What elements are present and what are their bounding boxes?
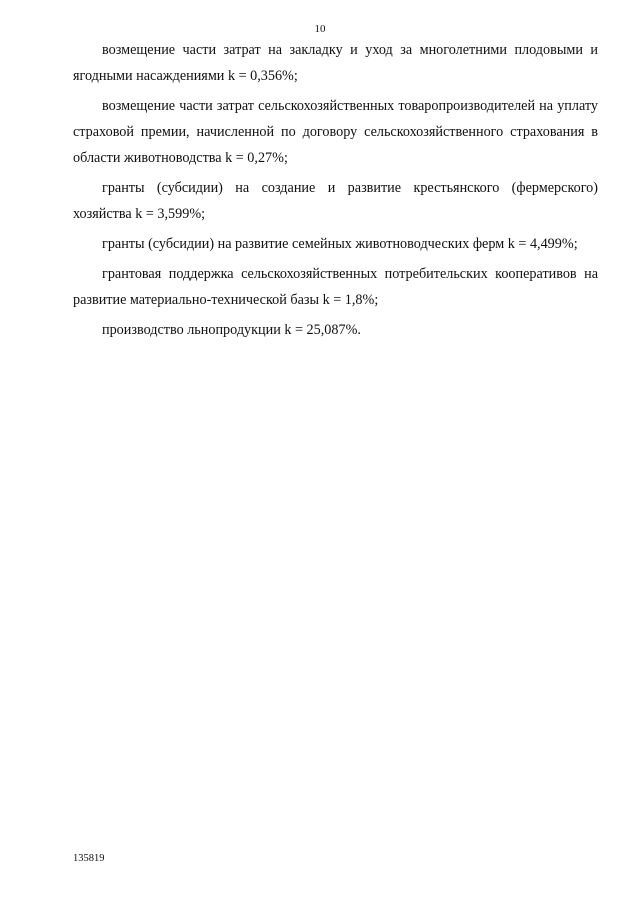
paragraph-family-livestock-farms: гранты (субсидии) на развитие семейных животноводческих ферм k = 4,499%; bbox=[102, 236, 578, 252]
document-body bbox=[73, 37, 598, 347]
paragraph-perennial-plantings: возмещение части затрат на закладку и уход за многолетними плодовыми и ягодными насаждениями k = 0,356%; bbox=[73, 42, 598, 84]
paragraph-insurance-premium: возмещение части затрат сельскохозяйственных товаропроизводителей на уплату страховой премии, начисленной по договору сельскохозяйственного страхования в области животноводства k = 0,27%; bbox=[73, 98, 598, 166]
paragraph-flax-production: производство льнопродукции k = 25,087%. bbox=[102, 322, 361, 338]
document-code: 135819 bbox=[73, 853, 105, 864]
paragraph-farm-grants: гранты (субсидии) на создание и развитие крестьянского (фермерского) хозяйства k = 3,599%; bbox=[73, 180, 598, 222]
paragraph-cooperatives-support: грантовая поддержка сельскохозяйственных потребительских кооперативов на развитие материально-технической базы k = 1,8%; bbox=[73, 266, 598, 308]
page-number: 10 bbox=[314, 23, 326, 35]
